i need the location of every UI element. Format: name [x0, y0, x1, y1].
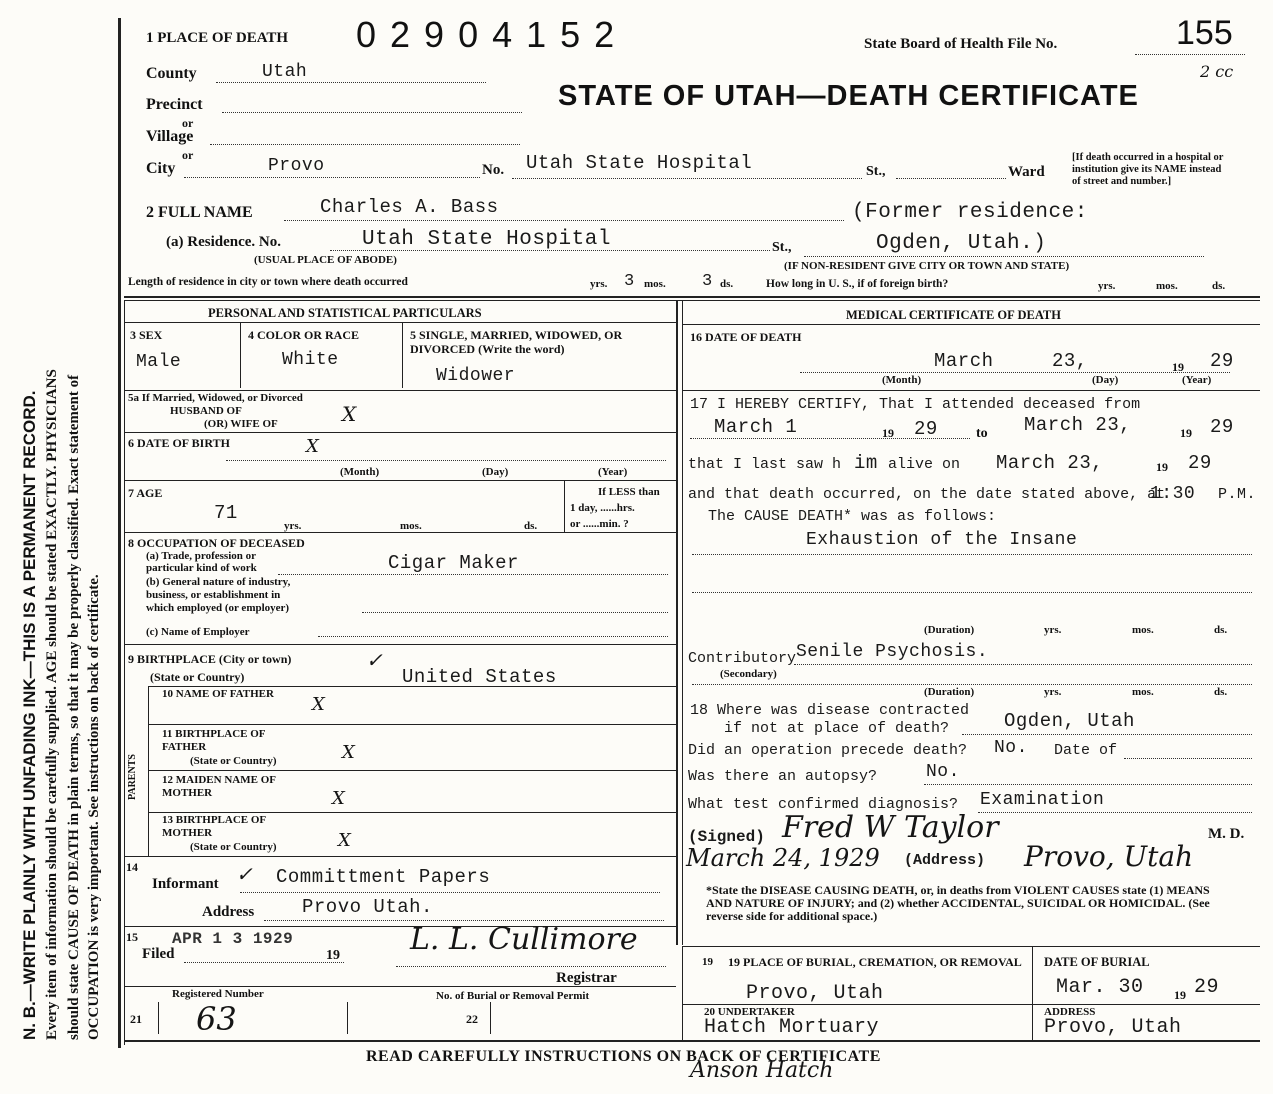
father-bp-value: X	[342, 742, 355, 763]
filed-line	[184, 962, 344, 963]
ward-note: [If death occurred in a hospital or institution give its NAME instead of street and number.]	[1072, 152, 1224, 187]
certify-label: 17 I HEREBY CERTIFY, That I attended deceased from	[690, 396, 1141, 413]
medical-bottom	[682, 946, 1260, 947]
medical-section-title: MEDICAL CERTIFICATE OF DEATH	[846, 308, 1061, 322]
dod-label: 16 DATE OF DEATH	[690, 330, 802, 344]
divider-main-top	[124, 296, 1260, 298]
last-saw-pronoun: im	[854, 452, 878, 474]
street-label: St.,	[866, 164, 886, 179]
birthplace-value: United States	[402, 666, 557, 688]
occ-c: (c) Name of Employer	[146, 626, 250, 638]
county-label: County	[146, 65, 197, 82]
operation-value: No.	[994, 738, 1028, 758]
burial-date-year: 29	[1194, 976, 1220, 999]
row3-bottom	[124, 390, 676, 391]
duration-label-2: (Duration)	[924, 686, 975, 698]
undertaker-label: 20 UNDERTAKER	[704, 1006, 795, 1018]
color-label: 4 COLOR OR RACE	[248, 328, 360, 342]
duration-label-1: (Duration)	[924, 624, 975, 636]
full-name-line	[284, 220, 844, 221]
sex-value: Male	[136, 352, 182, 372]
row6-bottom	[124, 480, 676, 481]
last-saw-year: 29	[1188, 452, 1212, 474]
residence-city: Ogden, Utah.)	[876, 232, 1047, 255]
dod-year-prefix: 19	[1172, 360, 1184, 374]
precinct-line	[222, 112, 522, 113]
place-of-death-label: 1 PLACE OF DEATH	[146, 30, 289, 46]
father-bp-label: 11 BIRTHPLACE OF FATHER	[162, 728, 266, 753]
contributory-label: Contributory	[688, 650, 797, 667]
row5a-bottom	[124, 432, 676, 433]
dod-month: March	[934, 350, 994, 372]
mother-bp-sub: (State or Country)	[190, 841, 277, 853]
death-occurred-label: and that death occurred, on the date stated above, at	[688, 486, 1166, 503]
or-1: or	[182, 116, 194, 130]
full-name-label: 2 FULL NAME	[146, 204, 253, 221]
informant-label: Informant	[152, 876, 219, 892]
footer-signature: Anson Hatch	[690, 1058, 834, 1083]
autopsy-line	[924, 784, 1252, 785]
sex-label: 3 SEX	[130, 328, 163, 342]
spouse-label-2: HUSBAND OF	[170, 405, 242, 417]
where-line	[962, 734, 1252, 735]
registrar-line	[396, 966, 666, 967]
burial-left-divider	[682, 946, 683, 1040]
occ-a-line	[278, 574, 668, 575]
duration-yrs-2: yrs.	[1044, 686, 1062, 698]
date-of-line	[1124, 758, 1252, 759]
burial-date-year-prefix: 19	[1174, 988, 1186, 1002]
county-value: Utah	[262, 62, 308, 82]
item-21: 21	[130, 1012, 142, 1026]
cause-line	[692, 554, 1252, 555]
dod-year: 29	[1210, 350, 1234, 372]
mother-name-label: 12 MAIDEN NAME OF MOTHER	[162, 774, 276, 799]
age-yrs-label: yrs.	[284, 520, 302, 532]
street-no-label: No.	[482, 162, 505, 178]
cause-value: Exhaustion of the Insane	[806, 530, 1078, 550]
marital-value: Widower	[436, 366, 516, 386]
registrar-label: Registrar	[556, 970, 617, 986]
where-label-1: 18 Where was disease contracted	[690, 702, 970, 719]
county-line	[216, 82, 486, 83]
physician-address-label: (Address)	[904, 852, 986, 869]
length-of-residence-label: Length of residence in city or town where death occurred	[128, 276, 408, 288]
dob-year-label: (Year)	[598, 466, 628, 478]
full-name-value: Charles A. Bass	[320, 196, 499, 218]
burial-place-label: 19 PLACE OF BURIAL, CREMATION, OR REMOVAL	[728, 955, 1022, 969]
village-label: Village	[146, 128, 194, 145]
dod-day-label: (Day)	[1092, 374, 1119, 386]
time-suffix: P.M.	[1218, 486, 1257, 503]
occ-c-line	[318, 636, 668, 637]
mother-bp-value: X	[338, 830, 351, 851]
informant-address-value: Provo Utah.	[302, 896, 433, 918]
length-yrs-value: 3	[624, 272, 635, 291]
registrar-signature: L. L. Cullimore	[410, 922, 638, 957]
age-ds-label: ds.	[524, 520, 538, 532]
less-than-3: or ......min. ?	[570, 518, 629, 530]
row12-bottom	[148, 812, 676, 813]
sidebar-line-4: OCCUPATION is very important. See instructions on back of certificate.	[86, 574, 102, 1040]
reg-number-box	[158, 1002, 348, 1034]
birthplace-label: 9 BIRTHPLACE (City or town)	[128, 652, 292, 666]
autopsy-label: Was there an autopsy?	[688, 768, 878, 785]
occ-b-3: which employed (or employer)	[146, 602, 290, 614]
time-value: 1:30	[1150, 484, 1196, 504]
file-no-value: 155	[1176, 14, 1233, 52]
marital-label: 5 SINGLE, MARRIED, WIDOWED, OR DIVORCED (Write the word)	[410, 328, 623, 356]
item-14: 14	[126, 860, 138, 874]
cause-label: The CAUSE DEATH* was as follows:	[708, 508, 997, 525]
residence-st-label: St.,	[772, 240, 792, 255]
mother-name-value: X	[332, 788, 345, 809]
reg-number-label: Registered Number	[172, 988, 264, 1000]
precinct-label: Precinct	[146, 96, 203, 113]
length-mos-value: 3	[702, 272, 713, 291]
length-ds-label: ds.	[720, 278, 734, 290]
autopsy-value: No.	[926, 762, 960, 782]
contributory-line-2	[692, 684, 1252, 685]
mother-bp-label: 13 BIRTHPLACE OF MOTHER	[162, 814, 266, 839]
signed-label: (Signed)	[688, 828, 765, 846]
operation-label: Did an operation precede death?	[688, 742, 968, 759]
test-label: What test confirmed diagnosis?	[688, 796, 959, 813]
ward-line	[896, 178, 1006, 179]
city-label: City	[146, 160, 176, 177]
dod-bottom	[682, 390, 1260, 391]
dod-month-label: (Month)	[882, 374, 922, 386]
to-label: to	[976, 426, 988, 441]
burial-permit-label: No. of Burial or Removal Permit	[436, 990, 590, 1002]
burial-date-value: Mar. 30	[1056, 976, 1144, 999]
file-no-line	[1135, 54, 1245, 55]
less-than-2: 1 day, ......hrs.	[570, 502, 635, 514]
date-of-label: Date of	[1054, 742, 1118, 759]
row13-bottom	[124, 856, 676, 857]
how-long-label: How long in U. S., if of foreign birth?	[766, 278, 949, 290]
city-value: Provo	[268, 156, 325, 176]
frame-left-inner	[124, 300, 125, 1045]
filed-label: Filed	[142, 946, 175, 962]
how-long-mos: mos.	[1156, 280, 1178, 292]
where-value: Ogden, Utah	[1004, 710, 1135, 732]
city-line	[184, 177, 480, 178]
sidebar-line-1: N. B.—WRITE PLAINLY WITH UNFADING INK—THIS IS A PERMANENT RECORD.	[20, 390, 39, 1040]
duration-mos-1: mos.	[1132, 624, 1154, 636]
row8-bottom	[124, 644, 676, 645]
informant-address-line	[264, 920, 664, 921]
test-value: Examination	[980, 790, 1105, 810]
burial-mid-line	[682, 1004, 1260, 1005]
where-label-2: if not at place of death?	[724, 720, 950, 737]
color-divider	[402, 322, 403, 388]
dob-line	[226, 460, 666, 461]
to-year-prefix: 19	[1180, 426, 1192, 440]
usual-place-label: (USUAL PLACE OF ABODE)	[254, 254, 397, 266]
from-year: 29	[914, 418, 938, 440]
bottom-frame	[124, 1040, 1260, 1042]
father-name-value: X	[312, 694, 325, 715]
burial-place-value: Provo, Utah	[746, 982, 884, 1005]
serial-number: 0 2 9 0 4 1 5 2	[356, 14, 617, 55]
less-than-1: If LESS than	[598, 486, 660, 498]
occ-b-2: business, or establishment in	[146, 589, 281, 601]
occ-b-1: (b) General nature of industry,	[146, 576, 291, 588]
birthplace-sub: (State or Country)	[150, 670, 245, 684]
row11-bottom	[148, 770, 676, 771]
undertaker-address-label: ADDRESS	[1044, 1006, 1096, 1018]
divider-main-top2	[124, 300, 1260, 301]
sidebar-line-3: should state CAUSE OF DEATH in plain terms, so that it may be properly classified. Exact statement of	[66, 374, 82, 1040]
parents-label: PARENTS	[127, 754, 138, 800]
last-saw-date: March 23,	[996, 452, 1104, 474]
spouse-label-3: (OR) WIFE OF	[204, 418, 278, 430]
duration-ds-1: ds.	[1214, 624, 1228, 636]
md-label: M. D.	[1208, 826, 1245, 842]
how-long-yrs: yrs.	[1098, 280, 1116, 292]
sidebar-line-2: Every item of information should be carefully supplied. AGE should be stated EXACTLY. PHYSICIANS	[44, 369, 60, 1040]
attended-from: March 1	[714, 416, 798, 438]
undertaker-address-value: Provo, Utah	[1044, 1016, 1182, 1039]
secondary-label: (Secondary)	[720, 668, 777, 680]
occ-b-line	[362, 612, 668, 613]
physician-signature: Fred W Taylor	[782, 810, 999, 845]
residence-label: (a) Residence. No.	[166, 234, 281, 250]
divider-middle	[676, 300, 678, 945]
age-label: 7 AGE	[128, 486, 163, 500]
medical-title-line	[682, 324, 1260, 325]
residence-city-line	[804, 256, 1204, 257]
spouse-label-1: 5a If Married, Widowed, or Divorced	[128, 392, 303, 404]
occ-a-1: (a) Trade, profession or	[146, 550, 256, 562]
personal-title-line	[124, 322, 676, 323]
undertaker-value: Hatch Mortuary	[704, 1016, 880, 1039]
dod-day: 23,	[1052, 350, 1088, 372]
sex-divider	[240, 322, 241, 388]
test-line	[978, 812, 1252, 813]
residence-value: Utah State Hospital	[362, 228, 611, 251]
duration-ds-2: ds.	[1214, 686, 1228, 698]
nonresident-note: (IF NON-RESIDENT GIVE CITY OR TOWN AND STATE)	[784, 260, 1070, 272]
personal-section-title: PERSONAL AND STATISTICAL PARTICULARS	[208, 306, 482, 320]
dob-month-label: (Month)	[340, 466, 380, 478]
row15-bottom	[124, 986, 676, 987]
informant-line	[240, 892, 660, 893]
dob-label: 6 DATE OF BIRTH	[128, 436, 230, 450]
age-divider	[564, 480, 565, 532]
age-mos-label: mos.	[400, 520, 422, 532]
frame-left	[118, 18, 121, 1048]
length-yrs-label: yrs.	[590, 278, 608, 290]
alive-on-label: alive on	[888, 456, 961, 473]
filed-stamp: APR 1 3 1929	[172, 930, 294, 948]
attended-to: March 23,	[1024, 414, 1132, 436]
birthplace-mark: ✓	[366, 648, 383, 672]
spouse-value: X	[342, 402, 357, 426]
dod-line	[800, 372, 1230, 373]
footer-instructions: READ CAREFULLY INSTRUCTIONS ON BACK OF CERTIFICATE	[366, 1048, 881, 1065]
length-mos-label: mos.	[644, 278, 666, 290]
last-saw-label: that I last saw h	[688, 456, 842, 473]
dob-value: X	[306, 436, 319, 457]
informant-mark: ✓	[236, 862, 253, 886]
dod-year-label: (Year)	[1182, 374, 1212, 386]
sign-date: March 24, 1929	[686, 844, 880, 872]
reg-number-value: 63	[196, 1000, 237, 1038]
to-year: 29	[1210, 416, 1234, 438]
street-no-line	[512, 178, 862, 179]
burial-date-divider	[1032, 946, 1033, 1040]
or-2: or	[182, 148, 194, 162]
duration-yrs-1: yrs.	[1044, 624, 1062, 636]
former-residence: (Former residence:	[852, 201, 1088, 224]
occ-a-2: particular kind of work	[146, 562, 257, 574]
occupation-value: Cigar Maker	[388, 552, 519, 574]
age-value: 71	[214, 502, 238, 524]
father-name-label: 10 NAME OF FATHER	[162, 688, 274, 700]
informant-value: Committment Papers	[276, 866, 491, 888]
item-15: 15	[126, 930, 138, 944]
father-bp-sub: (State or Country)	[190, 755, 277, 767]
row7-bottom	[124, 532, 676, 533]
burial-place-item: 19	[702, 956, 713, 968]
street-no-value: Utah State Hospital	[526, 152, 753, 174]
contributory-value: Senile Psychosis.	[796, 642, 989, 662]
burial-permit-box	[490, 1002, 673, 1034]
parents-divider	[148, 686, 149, 856]
village-line	[210, 144, 520, 145]
medical-footnote: *State the DISEASE CAUSING DEATH, or, in deaths from VIOLENT CAUSES state (1) MEANS AND NATURE OF INJURY; and (2) whether ACCIDENTAL, SUICIDAL OR HOMICIDAL. (See reverse side for additional space.)	[706, 883, 1210, 923]
certificate-title: STATE OF UTAH—DEATH CERTIFICATE	[558, 80, 1139, 112]
dob-day-label: (Day)	[482, 466, 509, 478]
occupation-label: 8 OCCUPATION OF DECEASED	[128, 536, 305, 550]
row10-bottom	[148, 724, 676, 725]
how-long-ds: ds.	[1212, 280, 1226, 292]
burial-date-label: DATE OF BURIAL	[1044, 955, 1150, 969]
color-value: White	[282, 350, 339, 370]
last-saw-year-prefix: 19	[1156, 460, 1168, 474]
item-22: 22	[466, 1012, 478, 1026]
row9-bottom	[148, 686, 676, 687]
physician-address-value: Provo, Utah	[1024, 840, 1194, 873]
cause-line-2	[692, 592, 1252, 593]
file-no-sub: 2 cc	[1200, 62, 1234, 81]
ward-label: Ward	[1008, 164, 1045, 180]
filed-year: 19	[326, 948, 340, 963]
file-no-label: State Board of Health File No.	[864, 36, 1058, 52]
informant-address-label: Address	[202, 904, 255, 920]
duration-mos-2: mos.	[1132, 686, 1154, 698]
from-year-prefix: 19	[882, 426, 894, 440]
divider-middle2	[682, 300, 683, 945]
contributory-line	[794, 664, 1252, 665]
